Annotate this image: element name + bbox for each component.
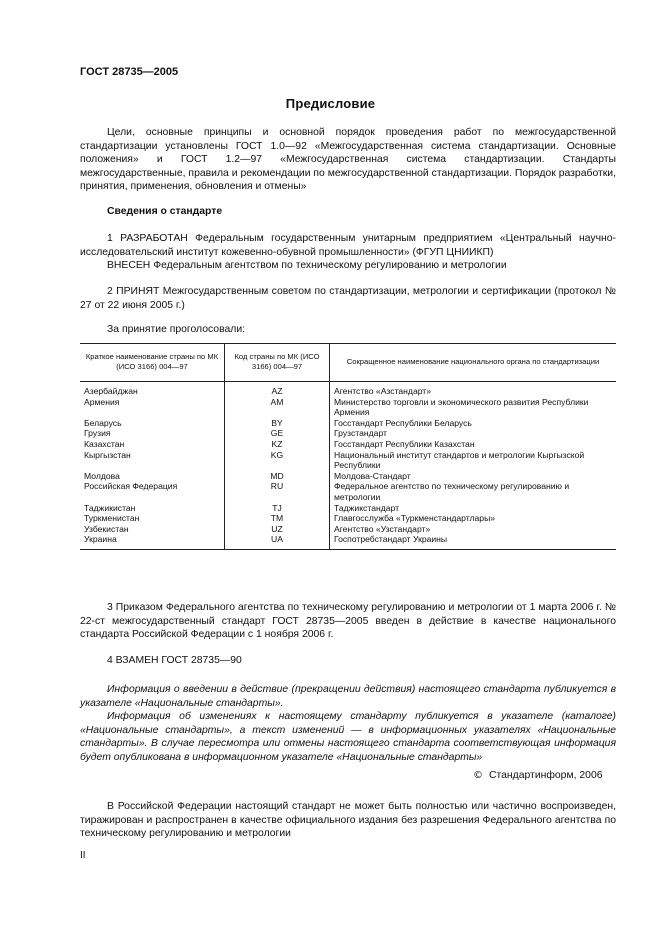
header-body: Сокращенное наименование национального органа по стандартизации xyxy=(330,344,617,382)
cell-code: UZ xyxy=(225,524,330,535)
info-block xyxy=(80,683,616,765)
cell-code: UA xyxy=(225,534,330,549)
item-1-submitted: ВНЕСЕН Федеральным агентством по техническому регулированию и метрологии xyxy=(107,260,507,272)
cell-country: Азербайджан xyxy=(84,386,138,396)
cell-code: RU xyxy=(225,481,330,502)
cell-code: AZ xyxy=(225,382,330,397)
cell-body: Главгосслужба «Туркменстандартлары» xyxy=(330,513,617,524)
cell-country: Кыргызстан xyxy=(84,449,131,460)
voting-table xyxy=(80,343,616,550)
table-row xyxy=(80,397,616,418)
cell-code: MD xyxy=(225,471,330,482)
cell-body: Таджикстандарт xyxy=(330,503,617,514)
table-body xyxy=(80,382,616,550)
cell-body: Госстандарт Республики Казахстан xyxy=(330,439,617,450)
cell-country: Туркменистан xyxy=(84,513,140,524)
item-2 xyxy=(80,285,616,312)
table-row xyxy=(80,481,616,502)
cell-code: AM xyxy=(225,397,330,418)
cell-body: Грузстандарт xyxy=(330,428,617,439)
table-row xyxy=(80,534,616,549)
table-row xyxy=(80,450,616,471)
table-row xyxy=(80,418,616,429)
reproduction-notice xyxy=(80,800,616,841)
copyright-text: Стандартинформ, 2006 xyxy=(489,770,603,781)
cell-country: Украина xyxy=(80,534,225,549)
cell-code: GE xyxy=(225,428,330,439)
cell-country: Таджикистан xyxy=(84,502,136,513)
table-row xyxy=(80,524,616,535)
vote-intro: За принятие проголосовали: xyxy=(107,324,246,335)
table-header-row xyxy=(80,344,616,382)
info-1: Информация о введении в действие (прекращении действия) настоящего стандарта публикуется в указателе «Национальные стандарты». xyxy=(80,684,616,709)
cell-country: Российская Федерация xyxy=(84,481,178,492)
cell-country: Беларусь xyxy=(84,417,122,428)
page-title: Предисловие xyxy=(285,96,376,111)
table-row xyxy=(80,503,616,514)
table-row xyxy=(80,471,616,482)
info-2: Информация об изменениях к настоящему стандарту публикуется в указателе (каталоге) «Национальные стандарты», а текст изменений — в информационных указателях «Национальные стандарты». В случае пересмотра или отмены настоящего стандарта соответствующая информация будет опубликована в информационном указателе «Национальные стандарты» xyxy=(80,711,616,763)
cell-body: Молдова-Стандарт xyxy=(330,471,617,482)
copyright xyxy=(473,770,603,781)
copyright-icon: © xyxy=(473,770,483,781)
table-row xyxy=(80,428,616,439)
page-number: II xyxy=(80,850,86,861)
notice-text: В Российской Федерации настоящий стандарт не может быть полностью или частично воспроизведен, тиражирован и распространен в качестве официального издания без разрешения Федерального агентства по техническому регулированию и метрологии xyxy=(80,801,616,840)
cell-code: KG xyxy=(225,450,330,471)
item-1 xyxy=(80,232,616,273)
cell-code: TJ xyxy=(225,503,330,514)
cell-country: Молдова xyxy=(84,470,120,481)
item-3 xyxy=(80,601,616,642)
cell-code: BY xyxy=(225,418,330,429)
cell-body: Госстандарт Республики Беларусь xyxy=(330,418,617,429)
cell-code: TM xyxy=(225,513,330,524)
intro-text: Цели, основные принципы и основной порядок проведения работ по межгосударственной стандартизации установлены ГОСТ 1.0—92 «Межгосударственная система стандартизации. Основные положения» и ГОСТ 1.2—97 «Межгосударственная система стандартизации. Стандарты межгосударственные, правила и рекомендации по межгосударственной стандартизации. Порядок разработки, принятия, применения, обновления и отмены» xyxy=(80,127,616,193)
table-row xyxy=(80,513,616,524)
intro-paragraph xyxy=(80,126,616,194)
item-2-text: 2 ПРИНЯТ Межгосударственным советом по стандартизации, метрологии и сертификации (протокол № 27 от 22 июня 2005 г.) xyxy=(80,286,616,311)
cell-country: Армения xyxy=(84,396,120,407)
cell-body: Национальный институт стандартов и метрологии Кыргызской Республики xyxy=(330,450,617,471)
cell-body: Агентство «Узстандарт» xyxy=(330,524,617,535)
cell-country: Казахстан xyxy=(84,438,125,449)
item-4: 4 ВЗАМЕН ГОСТ 28735—90 xyxy=(107,655,242,666)
cell-body: Федеральное агентство по техническому регулированию и метрологии xyxy=(330,481,617,502)
cell-country: Грузия xyxy=(84,428,111,439)
cell-body: Госпотребстандарт Украины xyxy=(330,534,617,549)
item-1-developed: 1 РАЗРАБОТАН Федеральным государственным унитарным предприятием «Центральный научно-исследовательский институт кожевенно-обувной промышленности» (ФГУП ЦНИИКП) xyxy=(80,233,616,258)
item-3-text: 3 Приказом Федерального агентства по техническому регулированию и метрологии от 1 марта 2006 г. № 22-ст межгосударственный стандарт ГОСТ 28735—2005 введен в действие в качестве национального стандарта Российской Федерации с 1 ноября 2006 г. xyxy=(80,602,616,641)
document-id: ГОСТ 28735—2005 xyxy=(80,66,179,78)
cell-body: Агентство «Азстандарт» xyxy=(330,382,617,397)
cell-body: Министерство торговли и экономического развития Республики Армения xyxy=(330,397,617,418)
header-country: Краткое наименование страны по МК (ИСО 3166) 004—97 xyxy=(80,344,225,382)
header-code: Код страны по МК (ИСО 3166) 004—97 xyxy=(225,344,330,382)
section-heading: Сведения о стандарте xyxy=(107,206,223,217)
cell-country: Узбекистан xyxy=(84,523,129,534)
cell-code: KZ xyxy=(225,439,330,450)
table-row xyxy=(80,382,616,397)
table-row xyxy=(80,439,616,450)
